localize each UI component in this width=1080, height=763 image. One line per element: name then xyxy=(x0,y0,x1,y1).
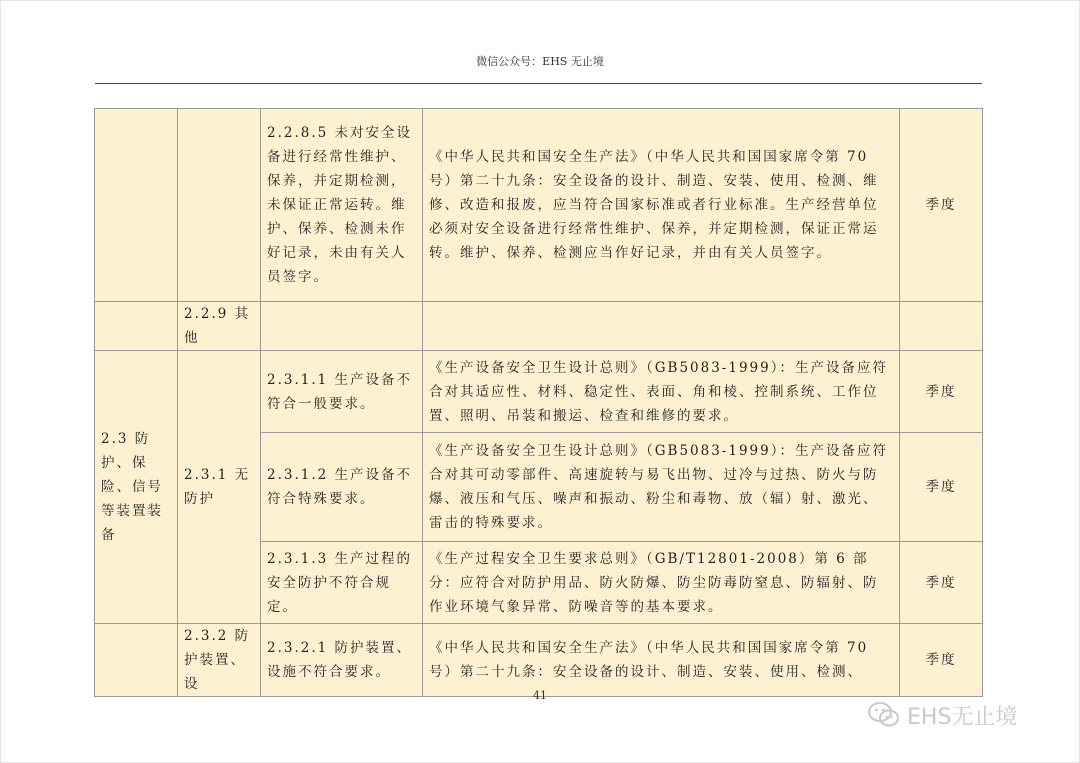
subcategory-cell: 2.2.9 其他 xyxy=(178,302,261,351)
category-cell: 2.3 防护、保险、信号等装置装备 xyxy=(95,351,178,624)
regulation-basis-cell: 《中华人民共和国安全生产法》（中华人民共和国国家席令第 70 号）第二十九条：安全设备的设计、制造、安装、使用、检测、 xyxy=(423,624,900,697)
regulation-basis-cell: 《中华人民共和国安全生产法》（中华人民共和国国家席令第 70 号）第二十九条：安全设备的设计、制造、安装、使用、检测、维修、改造和报废，应当符合国家标准或者行业标准。生产经营单位必须对安全设备进行经常性维护、保养，并定期检测，保证正常运转。维护、保养、检测应当作好记录，并由有关人员签字。 xyxy=(423,109,900,302)
table-row xyxy=(95,351,983,433)
page-header-title: 微信公众号：EHS 无止境 xyxy=(476,55,604,68)
hazard-item-cell: 2.3.1.3 生产过程的安全防护不符合规定。 xyxy=(261,542,423,624)
subcategory-cell: 2.3.2 防护装置、设 xyxy=(178,624,261,697)
check-frequency-cell: 季度 xyxy=(900,624,983,697)
watermark-text: EHS无止境 xyxy=(907,704,1018,730)
check-frequency-cell: 季度 xyxy=(900,433,983,542)
hazard-item-cell: 2.3.2.1 防护装置、设施不符合要求。 xyxy=(261,624,423,697)
regulation-table xyxy=(94,108,983,697)
check-frequency-cell: 季度 xyxy=(900,542,983,624)
category-cell xyxy=(95,109,178,302)
check-frequency-cell: 季度 xyxy=(900,351,983,433)
header-divider xyxy=(95,83,982,84)
regulation-basis-cell xyxy=(423,302,900,351)
table-row xyxy=(95,302,983,351)
regulation-basis-cell: 《生产过程安全卫生要求总则》（GB/T12801-2008）第 6 部分：应符合对防护用品、防火防爆、防尘防毒防窒息、防辐射、防作业环境气象异常、防噪音等的基本要求。 xyxy=(423,542,900,624)
hazard-item-cell: 2.3.1.2 生产设备不符合特殊要求。 xyxy=(261,433,423,542)
regulation-basis-cell: 《生产设备安全卫生设计总则》（GB5083-1999）：生产设备应符合对其适应性、材料、稳定性、表面、角和棱、控制系统、工作位置、照明、吊装和搬运、检查和维修的要求。 xyxy=(423,351,900,433)
check-frequency-cell: 季度 xyxy=(900,109,983,302)
category-cell xyxy=(95,624,178,697)
table-row xyxy=(95,624,983,697)
subcategory-cell: 2.3.1 无防护 xyxy=(178,351,261,624)
category-cell xyxy=(95,302,178,351)
check-frequency-cell xyxy=(900,302,983,351)
hazard-item-cell xyxy=(261,302,423,351)
table-row xyxy=(95,109,983,302)
regulation-basis-cell: 《生产设备安全卫生设计总则》（GB5083-1999）：生产设备应符合对其可动零部件、高速旋转与易飞出物、过冷与过热、防火与防爆、液压和气压、噪声和振动、粉尘和毒物、放（辐）射、激光、雷击的特殊要求。 xyxy=(423,433,900,542)
hazard-item-cell: 2.2.8.5 未对安全设备进行经常性维护、保养，并定期检测，未保证正常运转。维护、保养、检测未作好记录，未由有关人员签字。 xyxy=(261,109,423,302)
wechat-icon xyxy=(867,701,901,729)
hazard-item-cell: 2.3.1.1 生产设备不符合一般要求。 xyxy=(261,351,423,433)
watermark xyxy=(867,700,1017,730)
page-number: 41 xyxy=(533,689,547,702)
subcategory-cell xyxy=(178,109,261,302)
